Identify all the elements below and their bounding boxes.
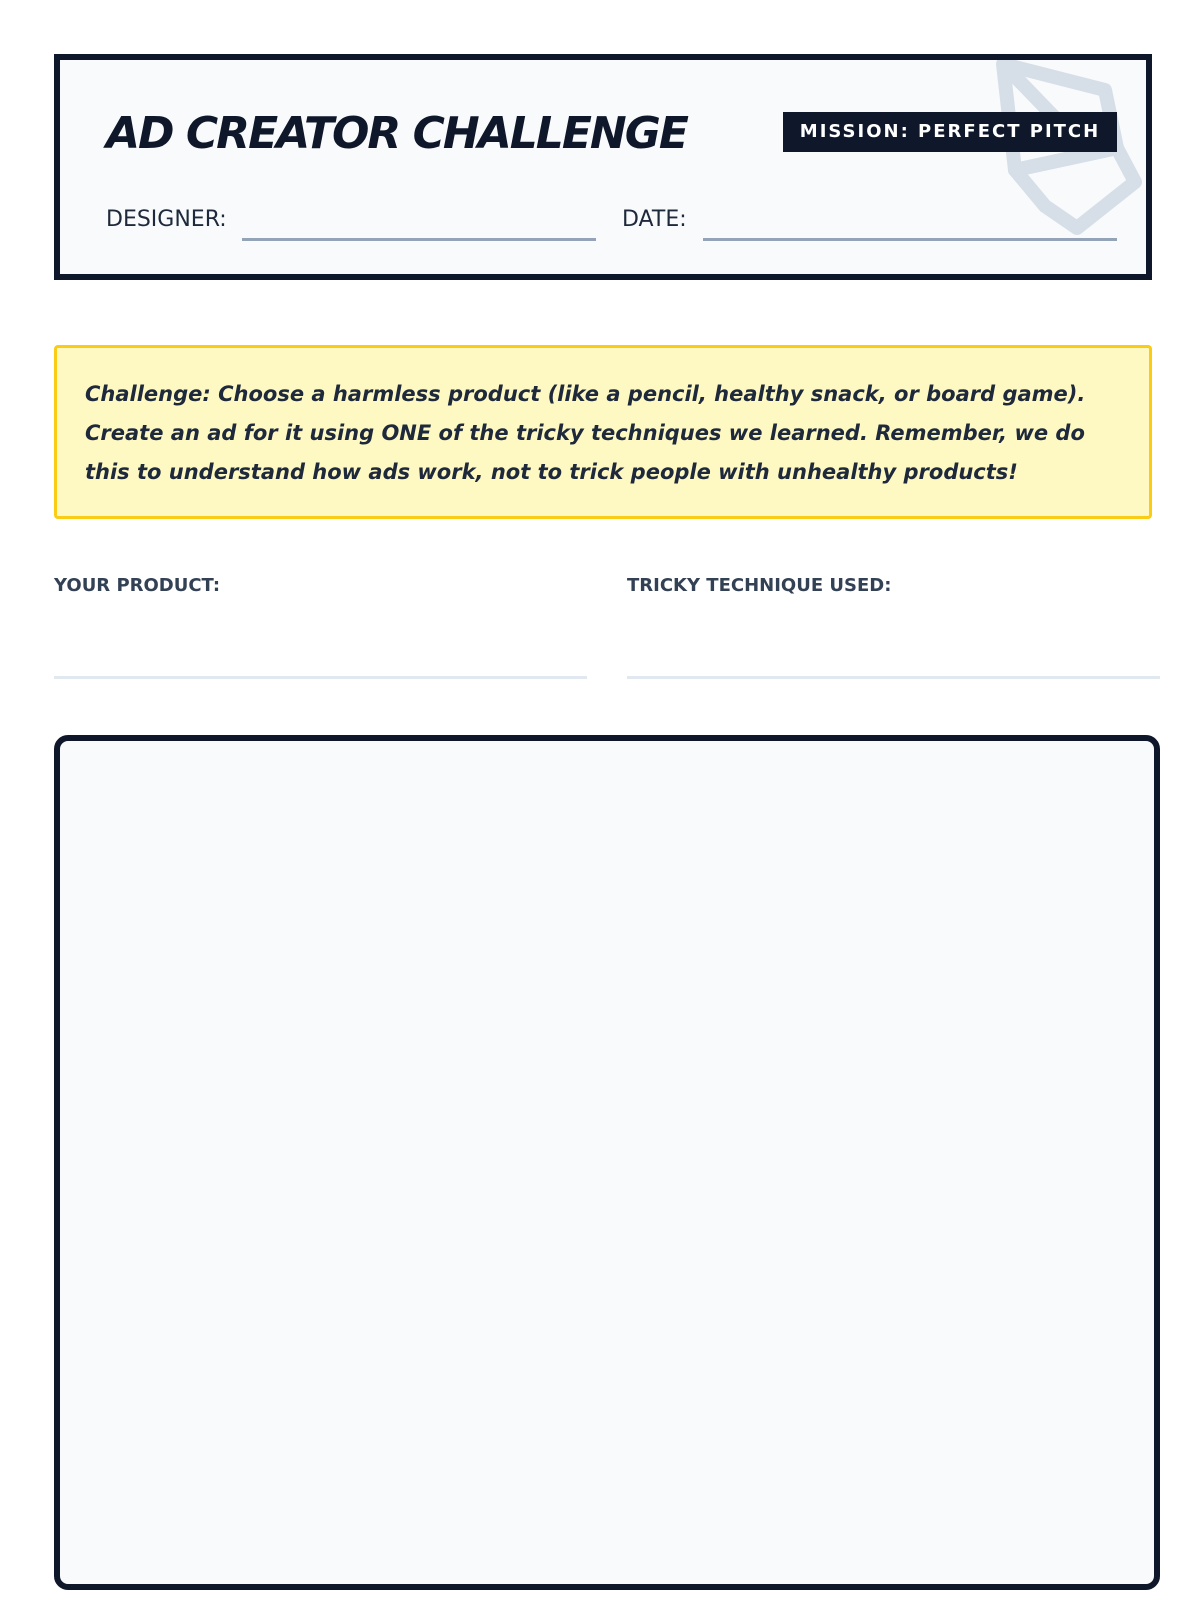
header-box	[54, 54, 1152, 280]
date-label: DATE:	[622, 207, 687, 232]
product-field[interactable]	[54, 676, 587, 679]
designer-label: DESIGNER:	[106, 207, 227, 232]
technique-label: TRICKY TECHNIQUE USED:	[627, 575, 892, 596]
mission-badge: MISSION: PERFECT PITCH	[783, 112, 1117, 152]
challenge-text: Challenge: Choose a harmless product (like a pencil, healthy snack, or board game). Create an ad for it using ONE of the tricky techniques we learned. Remember, we do this to understand how ads work, not to trick people with unhealthy products!	[85, 382, 1086, 484]
date-field[interactable]	[703, 238, 1117, 241]
designer-field[interactable]	[242, 238, 596, 241]
pen-icon	[985, 60, 1152, 250]
ad-drawing-area[interactable]	[54, 735, 1160, 1590]
page-title: AD CREATOR CHALLENGE	[106, 108, 687, 159]
challenge-box	[54, 345, 1152, 519]
technique-field[interactable]	[627, 676, 1160, 679]
product-label: YOUR PRODUCT:	[54, 575, 221, 596]
